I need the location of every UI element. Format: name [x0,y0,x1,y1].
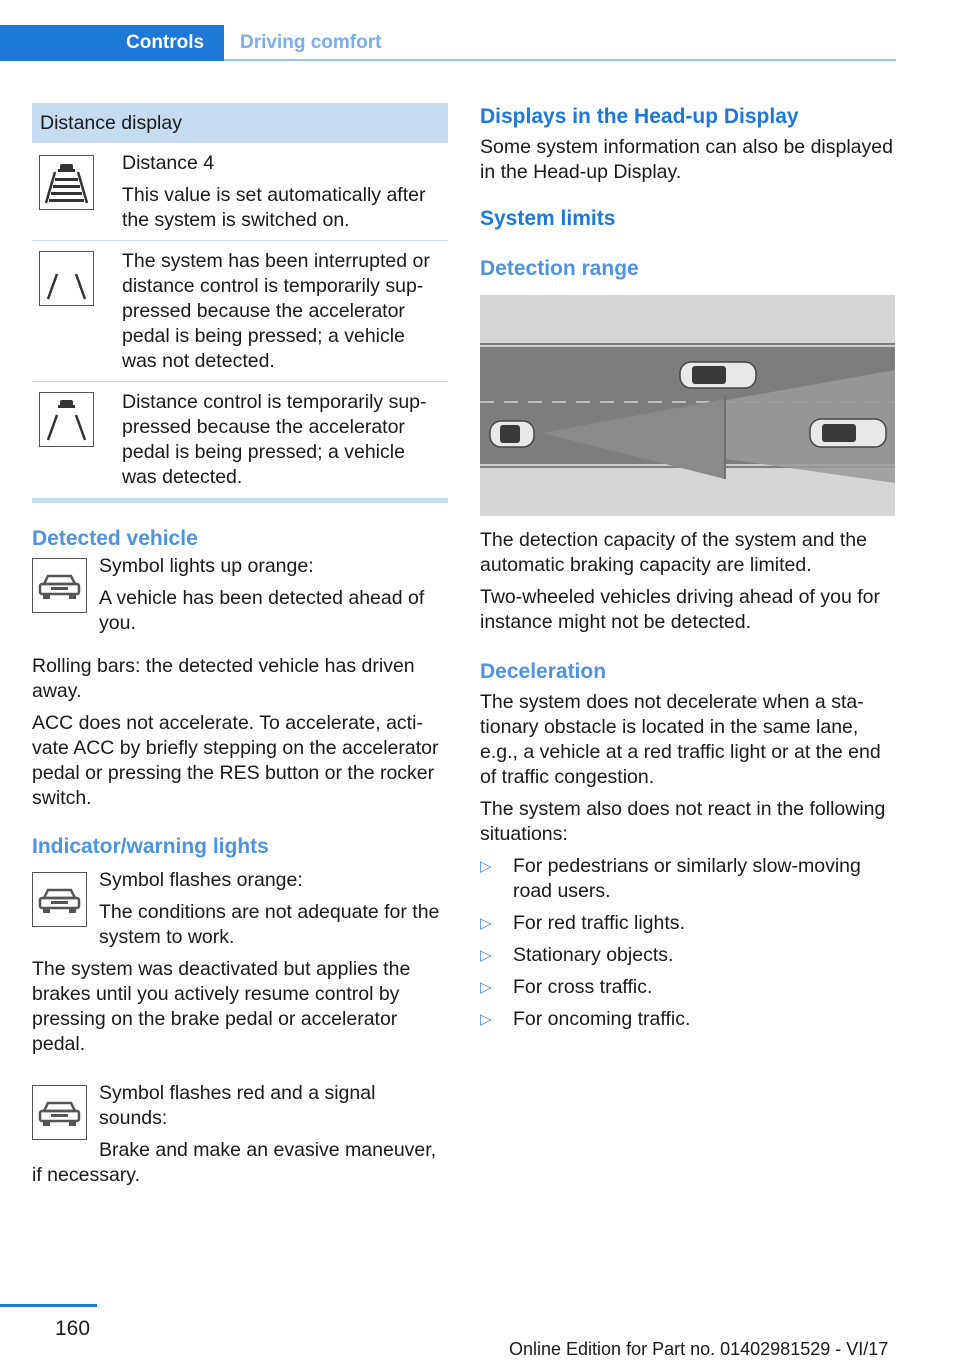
indicator-warning-heading: Indicator/warning lights [32,835,269,858]
deceleration-heading: Deceleration [480,660,607,683]
table-row [32,241,448,382]
bullet-triangle-icon: ▷ [480,858,492,875]
situations-list [480,854,896,1032]
bullet-triangle-icon: ▷ [480,979,492,996]
hud-heading: Displays in the Head-up Display [480,105,799,128]
body-text: Some system information can also be displayed in the Head-up Display. [480,136,893,183]
body-text: Two-wheeled vehicles driving ahead of you for instance might not be detected. [480,586,880,633]
body-text: Rolling bars: the detected vehicle has driven away. [32,655,415,702]
car-warning-red-icon [32,1085,87,1140]
tab-driving-comfort[interactable]: Driving comfort [240,32,382,53]
left-column [32,103,448,1188]
tab-controls[interactable]: Controls [0,25,224,61]
body-text: Symbol flashes red and a signal sounds: [99,1082,376,1129]
right-column [480,103,896,1039]
header-divider [224,59,896,61]
body-text: Symbol lights up orange: [99,555,314,577]
orange-symbol-block [32,868,448,950]
table-cell-text: This value is set automatically after the system is switched on. [122,184,426,231]
edition-note: Online Edition for Part no. 01402981529 - VI/17 [509,1339,889,1359]
bullet-triangle-icon: ▷ [480,1011,492,1028]
distance-table-heading: Distance display [32,103,448,143]
detected-vehicle-heading: Detected vehicle [32,527,198,550]
bullet-triangle-icon: ▷ [480,915,492,932]
body-text: The detection capacity of the system and the automatic braking capacity are limited. [480,529,867,576]
detected-vehicle-symbol-block [32,554,448,636]
car-warning-orange-icon [32,872,87,927]
list-item: ▷ For pedestrians or similarly slow-moving road users. [480,855,861,902]
body-text: The system does not decelerate when a stationary obstacle is located in the same lane, e.g., a vehicle at a red traffic light or at the end of traffic congestion. [480,691,881,788]
system-limits-heading: System limits [480,207,616,230]
body-text: ACC does not accelerate. To accelerate, activate ACC by briefly stepping on the accelerator pedal or pressing the RES button or the rocker switch. [32,712,439,809]
body-text: Symbol flashes orange: [99,869,303,891]
page-number: 160 [55,1317,91,1340]
body-text: Brake and make an evasive maneuver, if necessary. [32,1139,437,1186]
body-text: The system also does not react in the following situations: [480,798,886,845]
lane-lines-vehicle-icon [39,392,94,447]
bullet-triangle-icon: ▷ [480,947,492,964]
list-item: ▷ For cross traffic. [480,976,653,998]
body-text: A vehicle has been detected ahead of you. [99,587,425,634]
detection-range-heading: Detection range [480,257,639,280]
table-cell-text: Distance 4 [122,152,215,174]
list-item: ▷ For oncoming traffic. [480,1008,691,1030]
table-bottom-rule [32,498,448,503]
page-header [0,25,896,63]
body-text: The conditions are not adequate for the system to work. [99,901,440,948]
detection-range-illustration [480,295,895,516]
body-text: The system was deactivated but applies the brakes until you actively resume control by pressing on the brake pedal or accelerator pedal. [32,958,411,1055]
footer-divider [0,1304,97,1307]
list-item: ▷ For red traffic lights. [480,912,685,934]
table-row [32,143,448,241]
distance-4-icon [39,155,94,210]
lane-lines-icon [39,251,94,306]
car-symbol-icon [32,558,87,613]
table-row [32,382,448,498]
list-item: ▷ Stationary objects. [480,944,674,966]
red-symbol-block [32,1081,448,1188]
table-cell-text: Distance control is temporarily suppressed because the accelerator pedal is being pressed; a vehicle was detected. [122,391,427,488]
table-cell-text: The system has been interrupted or distance control is temporarily suppressed because the accelerator pedal is being pressed; a vehicle was not detected. [122,250,430,372]
